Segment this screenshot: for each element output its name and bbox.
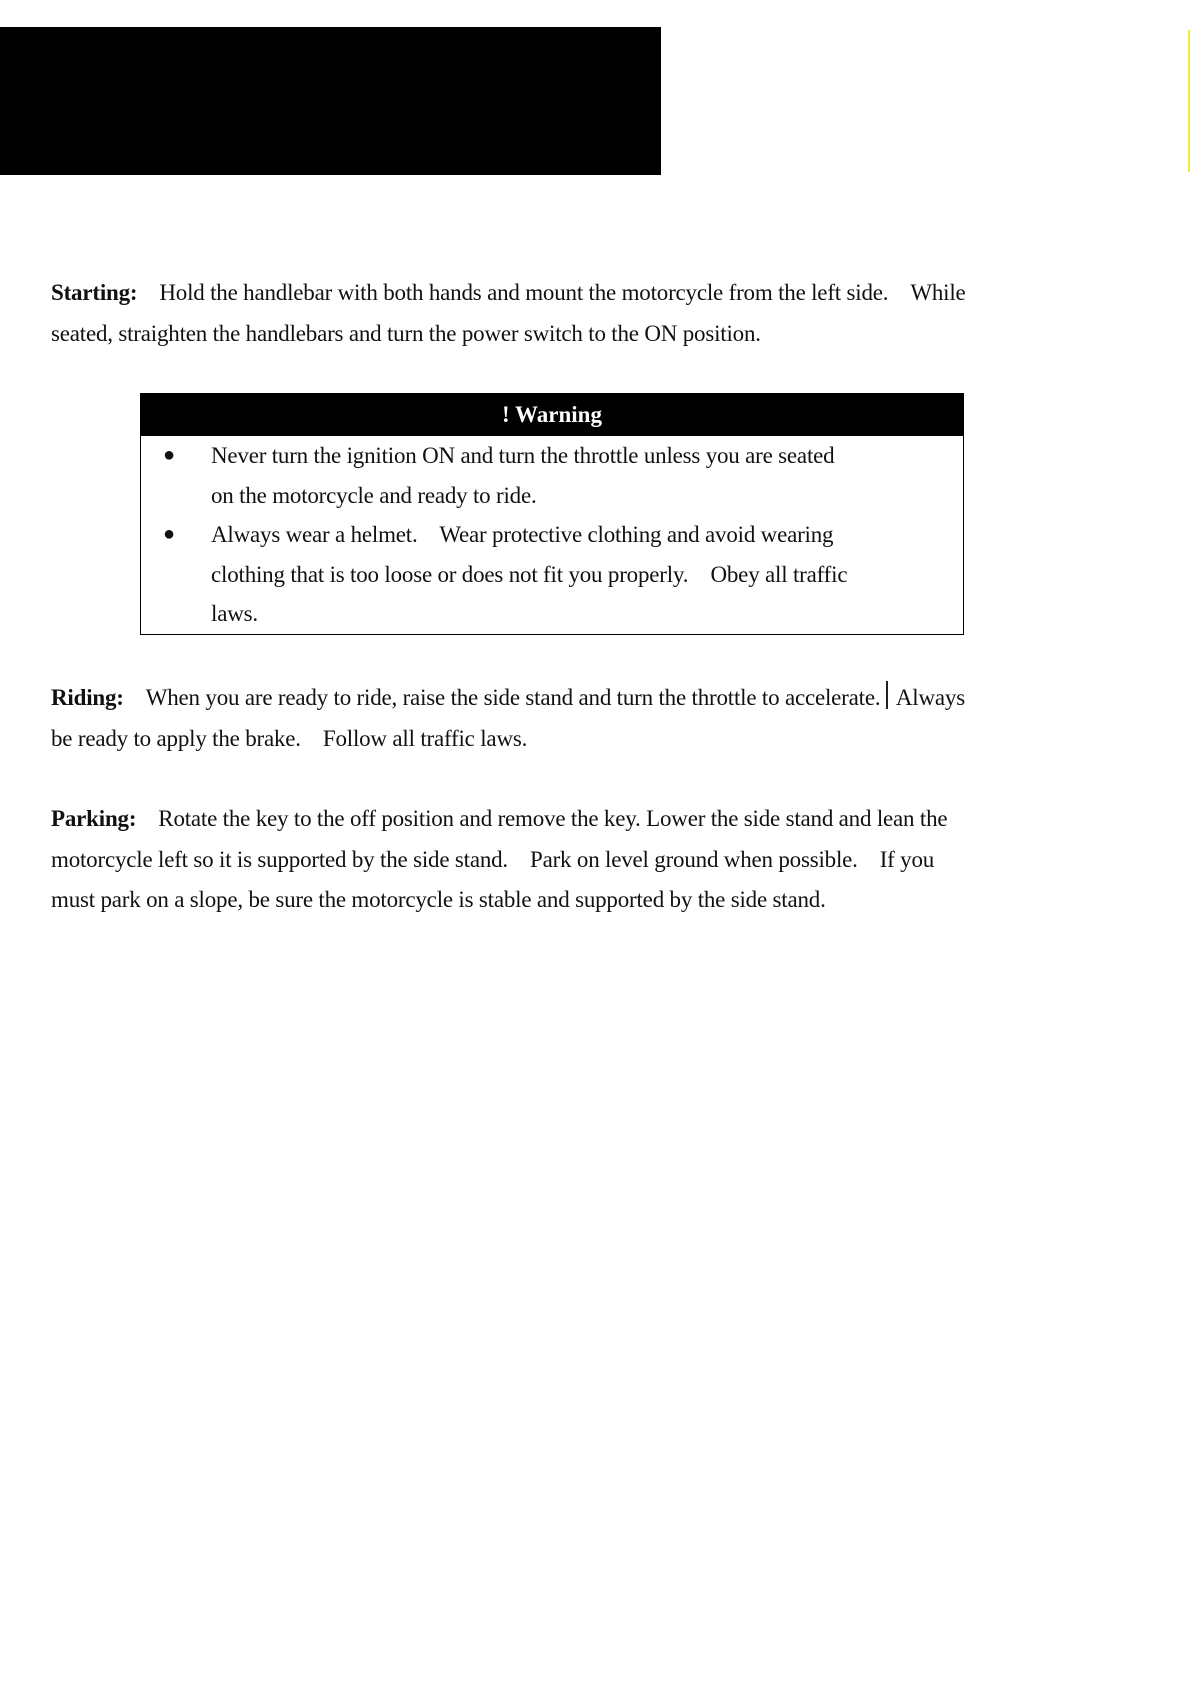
starting-text-2: While — [910, 280, 966, 305]
parking-text-2: motorcycle left so it is supported by the side stand. — [51, 846, 508, 872]
riding-text-1: When you are ready to ride, raise the side stand and turn the throttle to accelerate. — [145, 685, 881, 710]
bullet-icon: ● — [163, 444, 175, 466]
bullet-icon: ● — [163, 523, 175, 545]
warning-item-line: clothing that is too loose or does not fit you properly. Obey all traffic — [211, 561, 848, 587]
riding-text-3: be ready to apply the brake. — [51, 725, 301, 751]
warning-item-line: Always wear a helmet. Wear protective clothing and avoid wearing — [211, 522, 834, 547]
riding-text-4: Follow all traffic laws. — [322, 725, 528, 751]
warning-list — [141, 436, 963, 634]
starting-text-3: seated, straighten the handlebars and turn the power switch to the ON position. — [51, 320, 761, 346]
warning-item-line: laws. — [211, 601, 258, 626]
parking-text-1: Rotate the key to the off position and remove the key. Lower the side stand and lean the — [158, 806, 948, 831]
parking-text-5: must park on a slope, be sure the motorcycle is stable and supported by the side stand. — [51, 887, 826, 912]
starting-paragraph — [51, 273, 1121, 354]
riding-paragraph — [51, 678, 1121, 759]
warning-item-line: on the motorcycle and ready to ride. — [211, 482, 537, 508]
warning-item-line: Never turn the ignition ON and turn the throttle unless you are seated — [211, 443, 835, 468]
warning-box — [140, 393, 964, 635]
warning-item — [141, 436, 963, 515]
warning-item — [141, 515, 963, 634]
riding-text-2: Always — [895, 685, 965, 710]
parking-text-3: Park on level ground when possible. — [529, 846, 858, 872]
page-edge-mark — [1188, 30, 1190, 172]
parking-label: Parking: — [51, 806, 137, 831]
parking-text-4: If you — [879, 846, 935, 872]
warning-title: ! Warning — [141, 394, 963, 436]
redacted-header-block — [0, 27, 661, 175]
starting-label: Starting: — [51, 280, 138, 305]
text-cursor — [886, 681, 888, 709]
riding-label: Riding: — [51, 685, 124, 710]
starting-text-1: Hold the handlebar with both hands and mount the motorcycle from the left side. — [159, 280, 889, 305]
parking-paragraph — [51, 799, 1121, 921]
